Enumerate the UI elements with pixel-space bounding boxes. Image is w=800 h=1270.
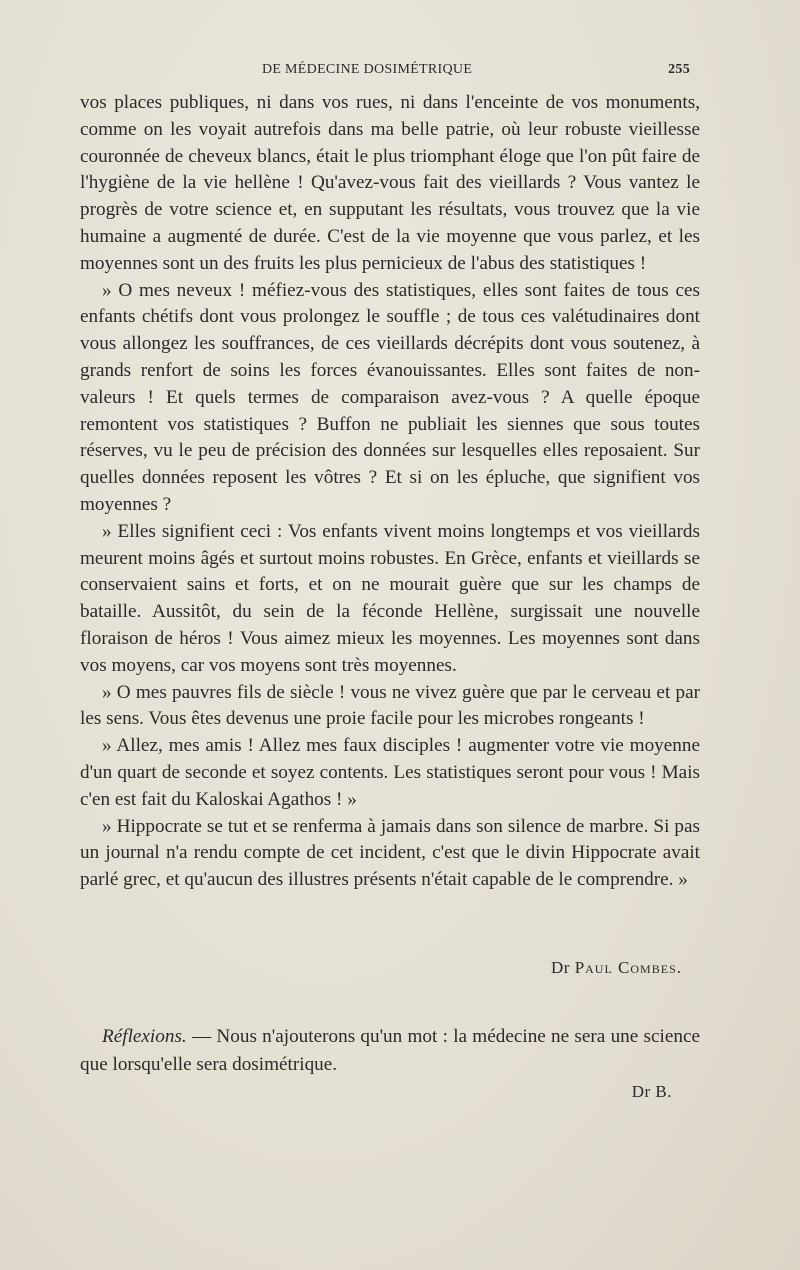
page-number: 255 xyxy=(668,62,690,77)
signature-title: Dr xyxy=(631,1082,651,1101)
signature-name: B. xyxy=(655,1082,672,1101)
reflexions-text: — Nous n'ajouterons qu'un mot : la médecine ne sera une science que lorsqu'elle sera dosimétrique. xyxy=(80,1026,700,1075)
editor-signature xyxy=(80,1082,672,1102)
article-body xyxy=(80,90,700,894)
author-signature xyxy=(80,958,682,978)
paragraph: » Allez, mes amis ! Allez mes faux disciples ! augmenter votre vie moyenne d'un quart de seconde et soyez contents. Les statistiques seront pour vous ! Mais c'en est fait du Kaloskai Agathos ! » xyxy=(80,735,700,810)
page-header xyxy=(80,62,690,84)
paragraph: » O mes neveux ! méfiez-vous des statistiques, elles sont faites de tous ces enfants chétifs dont vous prolongez le souffle ; de tous ces valétudinaires dont vous allongez les souffrances, de ces vieillards décrépits dont vous soutenez, à grands renfort de soins les forces évanouissantes. Elles sont faites de non-valeurs ! Et quels termes de comparaison avez-vous ? A quelle époque remontent vos statistiques ? Buffon ne publiait les siennes que sous toutes réserves, vu le peu de précision des données sur lesquelles elles reposaient. Sur quelles données reposent les vôtres ? Et si on les épluche, que signifient vos moyennes ? xyxy=(80,279,700,515)
paragraph: » Elles signifient ceci : Vos enfants vivent moins longtemps et vos vieillards meurent moins âgés et surtout moins robustes. En Grèce, enfants et vieillards se conservaient sains et forts, et on ne mourait guère que sur les champs de bataille. Aussitôt, du sein de la féconde Hellène, surgissait une nouvelle floraison de héros ! Vous aimez mieux les moyennes. Les moyennes sont dans vos moyens, car vos moyens sont très moyennes. xyxy=(80,520,700,676)
reflexions-section xyxy=(80,1023,700,1079)
paragraph: vos places publiques, ni dans vos rues, ni dans l'enceinte de vos monuments, comme on les voyait autrefois dans ma belle patrie, où leur robuste vieillesse couronnée de cheveux blancs, était le plus triomphant éloge que l'on pût faire de l'hygiène de la vie hellène ! Qu'avez-vous fait des vieillards ? Vous vantez le progrès de votre science et, en supputant les résultats, vous trouvez que la vie humaine a augmenté de durée. C'est de la vie moyenne que vous parlez, et les moyennes sont un des fruits les plus pernicieux de l'abus des statistiques ! xyxy=(80,92,700,274)
running-head: DE MÉDECINE DOSIMÉTRIQUE xyxy=(262,62,473,77)
signature-name: Paul Combes. xyxy=(574,958,682,977)
paragraph: » Hippocrate se tut et se renferma à jamais dans son silence de marbre. Si pas un journal n'a rendu compte de cet incident, c'est que le divin Hippocrate avait parlé grec, et qu'aucun des illustres présents n'était capable de le comprendre. » xyxy=(80,815,700,891)
paragraph: » O mes pauvres fils de siècle ! vous ne vivez guère que par le cerveau et par les sens. Vous êtes devenus une proie facile pour les microbes rongeants ! xyxy=(80,681,700,730)
reflexions-label: Réflexions. xyxy=(102,1026,187,1047)
signature-title: Dr xyxy=(550,958,570,977)
